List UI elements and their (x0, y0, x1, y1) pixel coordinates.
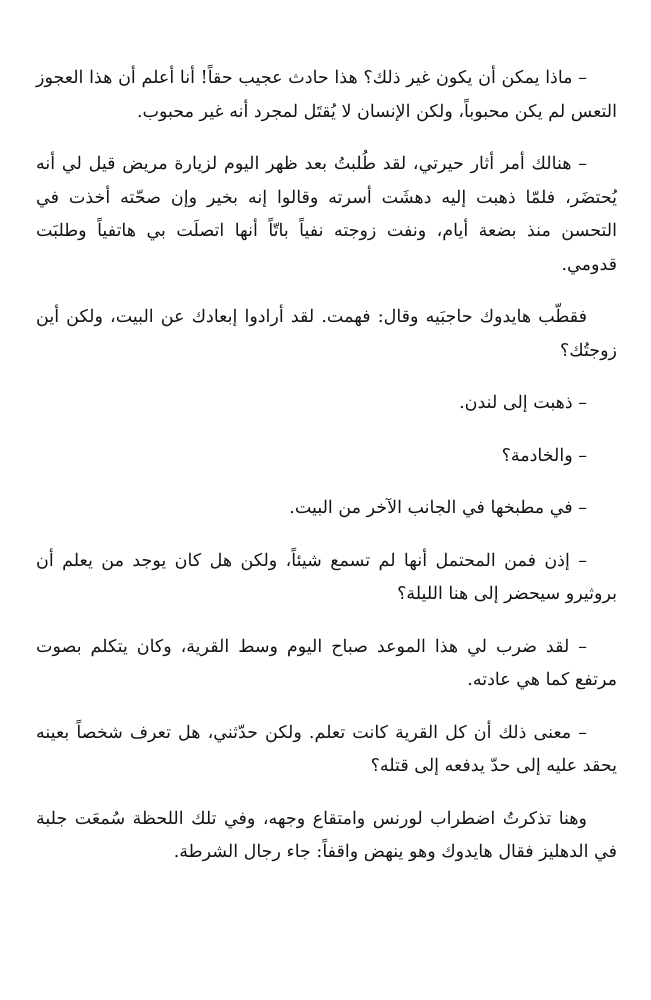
paragraph-8: – لقد ضرب لي هذا الموعد صباح اليوم وسط القرية، وكان يتكلم بصوت مرتفع كما هي عادته. (36, 636, 617, 690)
paragraph-5: – والخادمة؟ (501, 445, 587, 466)
paragraph-2: – هنالك أمر أثار حيرتي، لقد طُلبتُ بعد ظهر اليوم لزيارة مريض قيل لي أنه يُحتضَر، فلمّا ذهبت إليه دهشَت أسرته وقالوا إنه بخير وإن صحّته أخذت في التحسن منذ بضعة أيام، ونفت زوجته نفياً باتّاً أنها اتصلَت بي هاتفياً وطلبَت قدومي. (36, 154, 617, 275)
paragraph-7: – إذن فمن المحتمل أنها لم تسمع شيئاً، ولكن هل كان يوجد من يعلم أن بروثيرو سيحضر إلى هنا الليلة؟ (36, 550, 617, 604)
paragraph-4: – ذهبت إلى لندن. (459, 393, 587, 413)
paragraph-10: وهنا تذكرتُ اضطراب لورنس وامتقاع وجهه، وفي تلك اللحظة سُمعَت جلبة في الدهليز فقال هايدوك وهو ينهض واقفاً: جاء رجال الشرطة. (36, 808, 617, 862)
paragraph-1: – ماذا يمكن أن يكون غير ذلك؟ هذا حادث عجيب حقاً! أنا أعلم أن هذا العجوز التعس لم يكن محبوباً، ولكن الإنسان لا يُقتَل لمجرد أنه غير محبوب. (36, 68, 617, 122)
paragraph-6: – في مطبخها في الجانب الآخر من البيت. (289, 498, 587, 518)
paragraph-9: – معنى ذلك أن كل القرية كانت تعلم. ولكن حدّثني، هل تعرف شخصاً بعينه يحقد عليه إلى حدّ يدفعه إلى قتله؟ (36, 722, 617, 776)
paragraph-3: فقطّب هايدوك حاجبَيه وقال: فهمت. لقد أرادوا إبعادك عن البيت، ولكن أين زوجتُك؟ (36, 307, 617, 361)
